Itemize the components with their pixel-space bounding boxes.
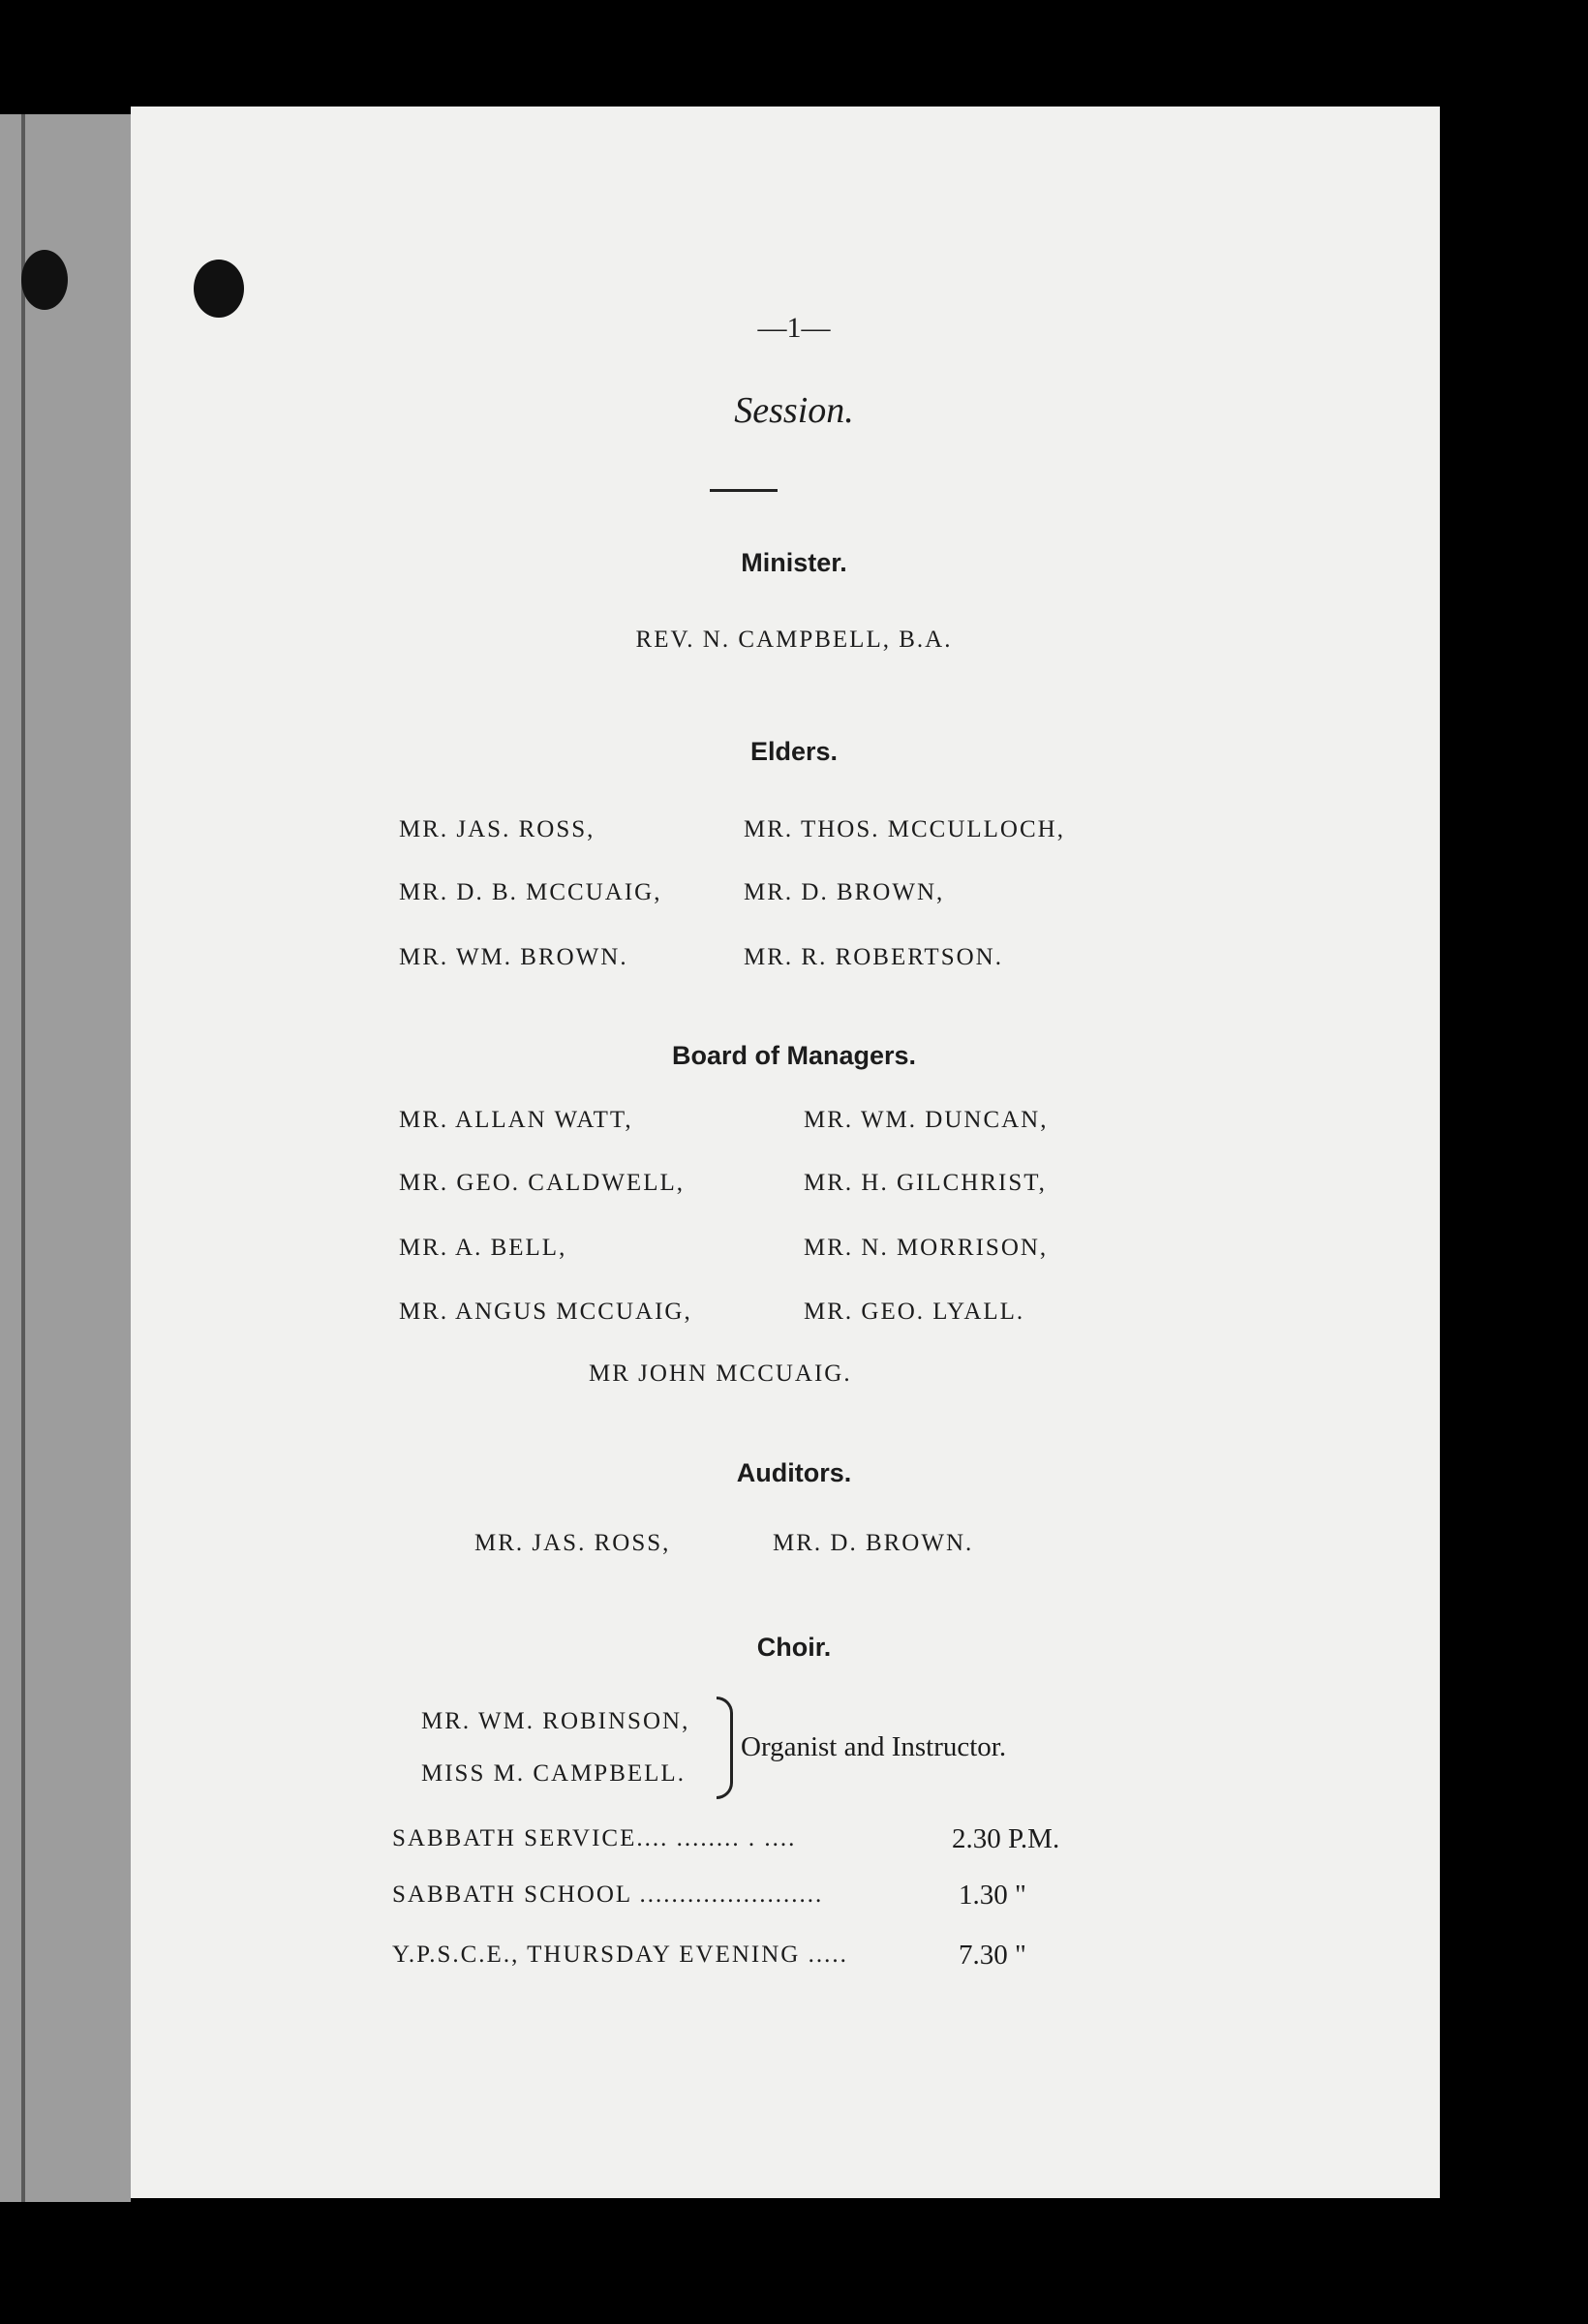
page-binding-hole — [194, 260, 244, 318]
service-dots: ....................... — [631, 1881, 824, 1908]
manager-left-1: MR. ALLAN WATT, — [399, 1107, 633, 1133]
elder-left-2: MR. D. B. MCCUAIG, — [399, 879, 662, 905]
title-rule — [710, 489, 778, 492]
service-row-2 — [392, 1881, 823, 1909]
left-binding-hole — [21, 250, 68, 310]
choir-member-1: MR. WM. ROBINSON, — [421, 1708, 690, 1734]
elder-right-3: MR. R. ROBERTSON. — [744, 944, 1003, 970]
manager-left-3: MR. A. BELL, — [399, 1235, 567, 1261]
auditors-heading: Auditors. — [736, 1458, 852, 1487]
page-number: —1— — [757, 312, 831, 344]
elder-left-1: MR. JAS. ROSS, — [399, 816, 596, 842]
service-label: Y.P.S.C.E., THURSDAY EVENING — [392, 1942, 801, 1968]
manager-right-3: MR. N. MORRISON, — [804, 1235, 1049, 1261]
service-dots: .... ........ . .... — [636, 1825, 797, 1851]
service-dots: ..... — [800, 1942, 848, 1968]
service-row-1 — [392, 1825, 796, 1852]
service-time-2: 1.30 " — [959, 1880, 1026, 1911]
choir-heading: Choir. — [756, 1633, 832, 1662]
elder-right-2: MR. D. BROWN, — [744, 879, 945, 905]
service-time-1: 2.30 P.M. — [952, 1823, 1060, 1854]
elder-left-3: MR. WM. BROWN. — [399, 944, 628, 970]
choir-member-2: MISS M. CAMPBELL. — [421, 1760, 686, 1787]
elders-heading: Elders. — [749, 737, 839, 766]
manager-right-4: MR. GEO. LYALL. — [804, 1299, 1025, 1325]
auditor-left: MR. JAS. ROSS, — [474, 1530, 671, 1556]
manager-last: MR JOHN MCCUAIG. — [589, 1361, 852, 1387]
manager-right-1: MR. WM. DUNCAN, — [804, 1107, 1049, 1133]
manager-right-2: MR. H. GILCHRIST, — [804, 1170, 1047, 1196]
service-label: SABBATH SCHOOL — [392, 1881, 632, 1908]
manager-left-4: MR. ANGUS MCCUAIG, — [399, 1299, 692, 1325]
service-time-3: 7.30 " — [959, 1940, 1026, 1971]
minister-name: REV. N. CAMPBELL, B.A. — [635, 627, 953, 653]
service-row-3 — [392, 1942, 848, 1969]
page-title: Session. — [734, 390, 854, 431]
manager-left-2: MR. GEO. CALDWELL, — [399, 1170, 685, 1196]
service-label: SABBATH SERVICE — [392, 1825, 637, 1851]
minister-heading: Minister. — [741, 548, 847, 577]
choir-brace — [717, 1697, 733, 1799]
auditor-right: MR. D. BROWN. — [773, 1530, 974, 1556]
managers-heading: Board of Managers. — [671, 1041, 917, 1070]
choir-role: Organist and Instructor. — [741, 1731, 1007, 1762]
elder-right-1: MR. THOS. MCCULLOCH, — [744, 816, 1065, 842]
